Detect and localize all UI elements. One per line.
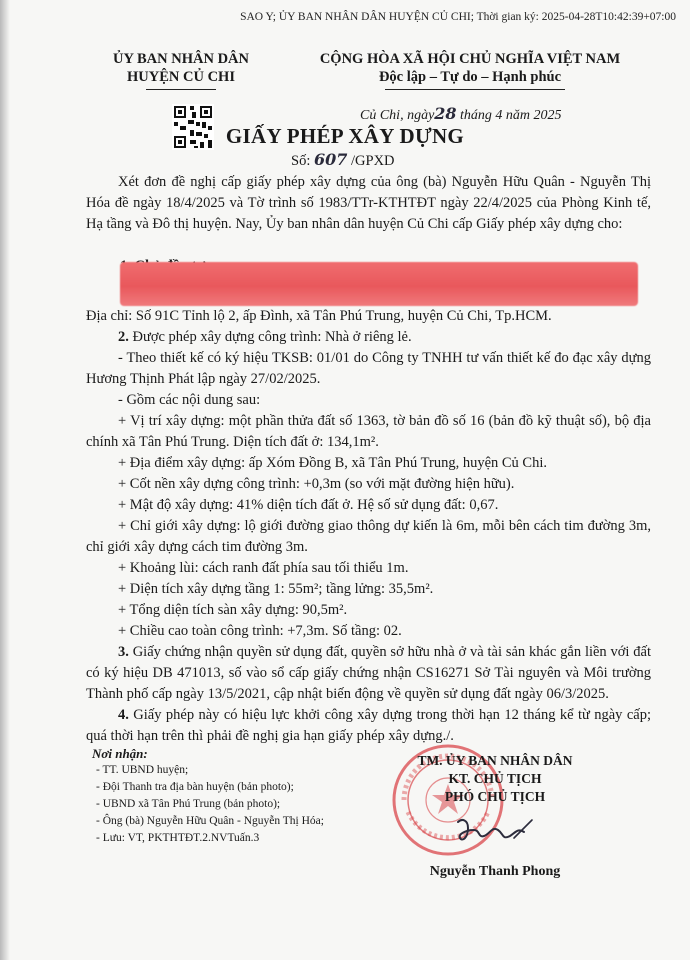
signatory-title [380, 752, 610, 806]
signatory-line-1: TM. ỦY BAN NHÂN DÂN [417, 753, 573, 768]
section-2 [118, 327, 412, 348]
signatory-name: Nguyễn Thanh Phong [429, 864, 561, 879]
redaction-mark [120, 262, 638, 306]
item-ground-level: + Cốt nền xây dựng công trình: +0,3m (so với mặt đường hiện hữu). [118, 476, 515, 492]
section-2-text: Được phép xây dựng công trình: Nhà ở riêng lẻ. [128, 329, 412, 345]
section-4-text: Giấy phép này có hiệu lực khởi công xây dựng trong thời hạn 12 tháng kể từ ngày cấp; quá thời hạn trên thì phải đề nghị gia hạn giấy phép xây dựng./. [86, 707, 651, 744]
number-value: 607 [313, 150, 348, 169]
number-prefix: Số: [291, 153, 314, 169]
date-rest: tháng 4 năm 2025 [456, 108, 562, 123]
item-total-area: + Tổng diện tích sàn xây dựng: 90,5m². [118, 602, 348, 618]
investor-address: Địa chỉ: Số 91C Tỉnh lộ 2, ấp Đình, xã Tân Phú Trung, huyện Củ Chi, Tp.HCM. [86, 308, 552, 324]
item-height: + Chiều cao toàn công trình: +7,3m. Số tầng: 02. [118, 623, 402, 639]
item-location: + Vị trí xây dựng: một phần thửa đất số 1363, tờ bản đồ số 16 (bản đồ kỹ thuật số), bộ địa chính xã Tân Phú Trung. Diện tích đất ở: 134,1m². [86, 413, 651, 450]
item-setback: + Khoảng lùi: cách ranh đất phía sau tối thiểu 1m. [118, 560, 409, 576]
country-line: CỘNG HÒA XÃ HỘI CHỦ NGHĨA VIỆT NAM [319, 51, 621, 67]
section-2-label: 2. [118, 329, 129, 345]
org-underline [146, 89, 216, 90]
handwritten-signature-icon [452, 808, 542, 850]
issue-date [360, 104, 562, 124]
permit-number [291, 150, 395, 170]
design-reference: - Theo thiết kế có ký hiệu TKSB: 01/01 do Công ty TNHH tư vấn thiết kế đo đạc xây dựng Hương Thịnh Phát lập ngày 27/02/2025. [86, 350, 651, 387]
motto: Độc lập – Tự do – Hạnh phúc [378, 69, 562, 85]
recipients-title: Nơi nhận: [92, 746, 148, 761]
item-density: + Mật độ xây dựng: 41% diện tích đất ở. Hệ số sử dụng đất: 0,67. [118, 497, 499, 513]
date-day: 28 [434, 104, 457, 123]
section-4-label: 4. [118, 707, 129, 723]
intro-paragraph: Xét đơn đề nghị cấp giấy phép xây dựng của ông (bà) Nguyễn Hữu Quân - Nguyễn Thị Hóa đề ngày 18/4/2025 và Tờ trình số 1983/TTr-KTHTĐT ngày 22/4/2025 của Phòng Kinh tế, Hạ tầng và Đô thị huyện. Nay, Ủy ban nhân dân huyện Củ Chi cấp Giấy phép xây dựng cho: [86, 174, 651, 232]
issuing-organization [96, 50, 266, 86]
org-line-1: ỦY BAN NHÂN DÂN [112, 51, 249, 67]
item-address: + Địa điểm xây dựng: ấp Xóm Đồng B, xã Tân Phú Trung, huyện Củ Chi. [118, 455, 548, 471]
org-line-2: HUYỆN CỦ CHI [127, 69, 235, 85]
motto-underline [385, 89, 565, 90]
recipient-item: - Ông (bà) Nguyễn Hữu Quân - Nguyễn Thị Hóa; [96, 815, 324, 827]
copy-notice: SAO Y; ỦY BAN NHÂN DÂN HUYỆN CỦ CHI; Thời gian ký: 2025-04-28T10:42:39+07:00 [240, 11, 676, 23]
recipient-item: - UBND xã Tân Phú Trung (bản photo); [96, 798, 281, 810]
section-4 [86, 705, 651, 747]
section-3 [86, 642, 651, 705]
date-prefix: Củ Chi, ngày [360, 108, 435, 123]
recipient-item: - Lưu: VT, PKTHTĐT.2.NVTuấn.3 [96, 832, 260, 844]
section-3-label: 3. [118, 644, 129, 660]
item-boundary: + Chỉ giới xây dựng: lộ giới đường giao thông dự kiến là 6m, mỗi bên cách tim đường 3m, chỉ giới xây dựng cách tim đường 3m. [86, 518, 651, 555]
number-suffix: /GPXD [347, 153, 395, 169]
recipient-item: - TT. UBND huyện; [96, 764, 189, 776]
item-floor-area: + Diện tích xây dựng tầng 1: 55m²; tầng lửng: 35,5m². [118, 581, 434, 597]
content-intro: - Gồm các nội dung sau: [118, 392, 261, 408]
signatory-line-2: KT. CHỦ TỊCH [448, 771, 542, 786]
national-header [300, 50, 640, 86]
recipient-item: - Đội Thanh tra địa bàn huyện (bản photo); [96, 781, 294, 793]
signatory-line-3: PHÓ CHỦ TỊCH [444, 789, 546, 804]
document-title: GIẤY PHÉP XÂY DỰNG [225, 124, 465, 148]
section-3-text: Giấy chứng nhận quyền sử dụng đất, quyền sở hữu nhà ở và tài sản khác gắn liền với đất có ký hiệu DB 471013, số vào sổ cấp giấy chứng nhận CS16271 Sở Tài nguyên và Môi trường Thành phố cấp ngày 13/5/2021, cập nhật biến động về quyền sử dụng đất ngày 06/3/2025. [86, 644, 651, 702]
